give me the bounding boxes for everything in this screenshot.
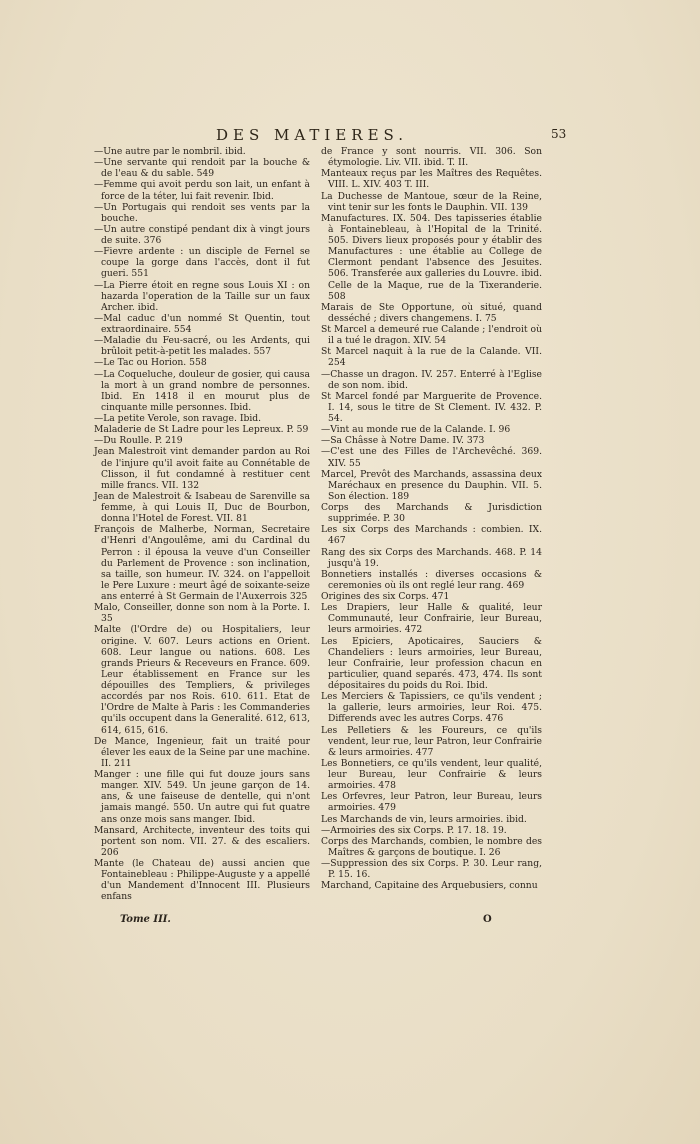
volume-label: Tome III. [120,914,171,925]
index-entry: —Une autre par le nombril. ibid. [94,146,246,157]
index-entry: Les Marchands de vin, leurs armoiries. ibid. [321,813,527,825]
index-entry: Les Epiciers, Apoticaires, Sauciers & Chandeliers : leurs armoiries, leur Bureau, leur Confrairie, leur profession chacun en particulier, quand separés. 473, 474. Ils sont dépositaires du poids du Roi. Ibid. [321,635,542,691]
index-entry: St Marcel naquit à la rue de la Calande. VII. 254 [321,346,542,369]
index-entry: —Un autre constipé pendant dix à vingt jours de suite. 376 [94,223,310,246]
index-entry: —Du Roulle. P. 219 [94,435,183,447]
index-entry: Les Orfevres, leur Patron, leur Bureau, leurs armoiries. 479 [321,791,542,814]
index-entry: —La Pierre étoit en regne sous Louis XI : on hazarda l'operation de la Taille sur un faux Archer. ibid. [94,279,310,313]
index-entry: —Le Tac ou Horion. 558 [94,357,207,369]
index-entry: —La Coqueluche, douleur de gosier, qui causa la mort à un grand nombre de personnes. Ibid. En 1418 il en mourut plus de cinquante mille personnes. Ibid. [94,368,310,413]
index-entry: —Mal caduc d'un nommé St Quentin, tout extraordinaire. 554 [94,312,310,335]
signature-mark: O [483,914,492,925]
index-entry: —Maladie du Feu-sacré, ou les Ardents, qui brûloit petit-à-petit les malades. 557 [94,335,310,358]
index-entry: St Marcel fondé par Marguerite de Provence. I. 14, sous le titre de St Clement. IV. 432. P. 54. [321,390,542,424]
index-entry: Corps des Marchands & Jurisdiction supprimée. P. 30 [321,502,542,525]
index-entry: —Fievre ardente : un disciple de Fernel se coupe la gorge dans l'accès, dont il fut gueri. 551 [94,246,310,280]
index-entry: De Mance, Ingenieur, fait un traité pour élever les eaux de la Seine par une machine. II. 211 [94,735,310,769]
index-entry: Mansard, Architecte, inventeur des toits qui portent son nom. VII. 27. & des escaliers. 206 [94,824,310,858]
index-entry: —Une servante qui rendoit par la bouche & de l'eau & du sable. 549 [94,157,310,180]
index-entry: François de Malherbe, Norman, Secretaire d'Henri d'Angoulême, ami du Cardinal du Perron : il épousa la veuve d'un Conseiller du Parlement de Provence : son inclination, sa taille, son humeur. IV. 324. on l'appelloit le Pere Luxure : meurt âgé de soixante-seize ans enterré à St Germain de l'Auxerrois 325 [94,524,310,602]
index-entry: Manufactures. IX. 504. Des tapisseries établie à Fontainebleau, à l'Hopital de la Trinité. 505. Divers lieux proposés pour y établir des Manufactures : une établie au College de Clermont pendant l'absence des Jesuites. 506. Transferée aux galleries du Louvre. ibid. Celle de la Maque, rue de la Tixeranderie. 508 [321,212,542,302]
index-entry: Rang des six Corps des Marchands. 468. P. 14 jusqu'à 19. [321,546,542,569]
index-entry: —Suppression des six Corps. P. 30. Leur rang, P. 15. 16. [321,858,542,881]
index-entry: Jean de Malestroit & Isabeau de Sarenville sa femme, à qui Louis II, Duc de Bourbon, donna l'Hotel de Forest. VII. 81 [94,490,310,525]
index-entry: —Armoiries des six Corps. P. 17. 18. 19. [321,824,507,836]
index-entry: Maladerie de St Ladre pour les Lepreux. P. 59 [94,424,309,436]
index-entry: —Femme qui avoit perdu son lait, un enfant à force de la téter, lui fait revenir. Ibid. [94,179,310,202]
index-entry: Origines des six Corps. 471 [321,591,450,602]
index-entry: —C'est une des Filles de l'Archevêché. 369. XIV. 55 [321,446,542,469]
index-entry: Manteaux reçus par les Maîtres des Requêtes. VIII. L. XIV. 403 T. III. [321,168,542,191]
running-head [0,126,700,146]
index-entry: Marchand, Capitaine des Arquebusiers, connu [321,880,538,892]
index-entry: Les six Corps des Marchands : combien. IX. 467 [321,524,542,547]
index-column-right [321,146,542,891]
index-entry: Marcel, Prevôt des Marchands, assassina deux Maréchaux en presence du Dauphin. VII. 5. Son élection. 189 [321,468,542,502]
index-entry: de France y sont nourris. VII. 306. Son étymologie. Liv. VII. ibid. T. II. [321,146,542,169]
index-entry: Malo, Conseiller, donne son nom à la Porte. I. 35 [94,602,310,625]
page-number: 53 [551,127,567,141]
index-entry: Manger : une fille qui fut douze jours sans manger. XIV. 549. Un jeune garçon de 14. ans, & une faiseuse de dentelle, qui n'ont jamais mangé. 550. Un autre qui fut quatre ans onze mois sans manger. Ibid. [94,769,310,825]
index-entry: Les Drapiers, leur Halle & qualité, leur Communauté, leur Confrairie, leur Bureau, leurs armoiries. 472 [321,602,542,636]
index-entry: Mante (le Chateau de) aussi ancien que Fontainebleau : Philippe-Auguste y a appellé d'un Mandement d'Innocent III. Plusieurs enfans [94,858,310,903]
index-entry: Les Bonnetiers, ce qu'ils vendent, leur qualité, leur Bureau, leur Confrairie & leurs armoiries. 478 [321,757,542,792]
index-entry: Jean Malestroit vint demander pardon au Roi de l'injure qu'il avoit faite au Connétable de Clisson, il fut condamné à restituer cent mille francs. VII. 132 [94,446,310,491]
index-entry: Marais de Ste Opportune, où situé, quand desséché ; divers changemens. I. 75 [321,301,542,324]
index-entry: —Sa Châsse à Notre Dame. IV. 373 [321,435,485,447]
running-title: DES MATIERES. [216,126,409,144]
index-entry: Malte (l'Ordre de) ou Hospitaliers, leur origine. V. 607. Leurs actions en Orient. 608. Leur langue ou nations. 608. Les grands Prieurs & Receveurs en France. 609. Leur établissement en France sur les dépouilles des Templiers, & privileges accordés par nos Rois. 610. 611. Etat de l'Ordre de Malte à Paris : les Commanderies qu'ils occupent dans la Generalité. 612, 613, 614, 615, 616. [94,624,310,736]
index-entry: —Un Portugais qui rendoit ses vents par la bouche. [94,201,310,224]
index-entry: —Vint au monde rue de la Calande. I. 96 [321,424,511,436]
index-entry: —La petite Verole, son ravage. Ibid. [94,413,262,424]
index-entry: Les Merciers & Tapissiers, ce qu'ils vendent ; la gallerie, leurs armoiries, leur Roi. 475. Differends avec les autres Corps. 476 [321,691,542,725]
index-entry: Corps des Marchands, combien, le nombre des Maîtres & garçons de boutique. I. 26 [321,835,542,858]
index-entry: —Chasse un dragon. IV. 257. Enterré à l'Eglise de son nom. ibid. [321,368,542,391]
index-entry: Les Pelletiers & les Foureurs, ce qu'ils vendent, leur rue, leur Patron, leur Confrairie & leurs armoiries. 477 [321,724,542,758]
index-column-left [94,146,310,903]
index-entry: La Duchesse de Mantoue, sœur de la Reine, vint tenir sur les fonts le Dauphin. VII. 139 [321,190,542,213]
index-entry: Bonnetiers installés : diverses occasions & ceremonies où ils ont reglé leur rang. 469 [321,568,542,591]
index-entry: St Marcel a demeuré rue Calande ; l'endroit où il a tué le dragon. XIV. 54 [321,324,542,347]
